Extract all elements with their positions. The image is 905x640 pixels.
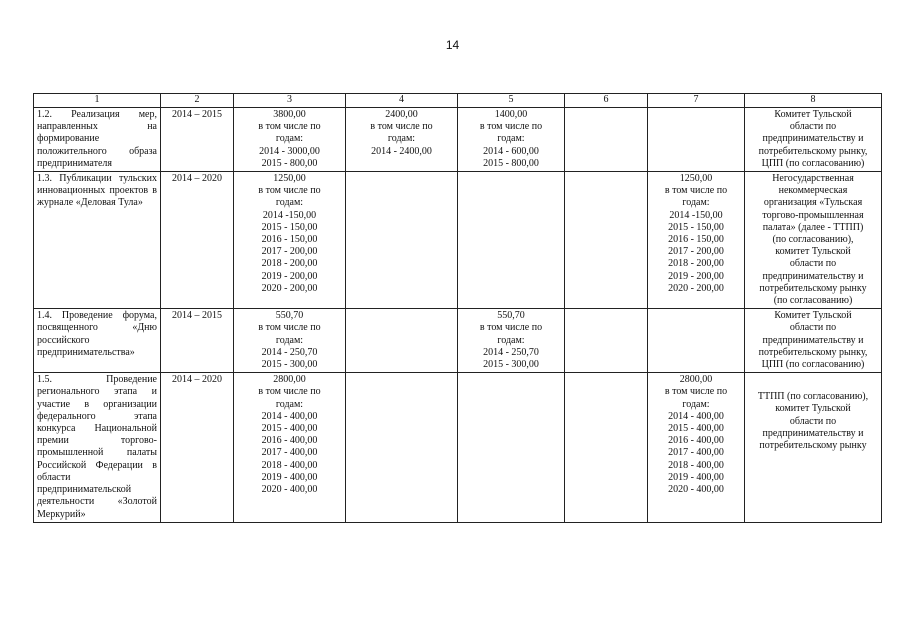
measure-name: 1.5. Проведение регионального этапа и участие в организации федерального этапа конкурса Национальной премии торгово-промышленной палаты Российской Федерации в области предпринимательской деятельности «Золотой Меркурий»	[34, 373, 161, 522]
funding-cell	[648, 309, 745, 373]
table-row	[34, 172, 882, 309]
table-row	[34, 373, 882, 522]
period-cell: 2014 – 2020	[161, 373, 234, 522]
responsible-cell: ТТПП (по согласованию), комитет Тульской области по предпринимательству и потребительскому рынку	[745, 373, 882, 522]
funding-cell: 1400,00 в том числе по годам: 2014 - 600,00 2015 - 800,00	[458, 108, 565, 172]
funding-cell	[458, 373, 565, 522]
measure-name: 1.3. Публикации тульских инновационных проектов в журнале «Деловая Тула»	[34, 172, 161, 309]
period-cell: 2014 – 2015	[161, 309, 234, 373]
period-cell: 2014 – 2020	[161, 172, 234, 309]
funding-cell	[346, 309, 458, 373]
column-header: 8	[745, 94, 882, 108]
measure-name: 1.4. Проведение форума, посвященного «Дню российского предпринимательства»	[34, 309, 161, 373]
funding-cell	[565, 309, 648, 373]
funding-cell	[565, 373, 648, 522]
funding-cell: 2800,00 в том числе по годам: 2014 - 400,00 2015 - 400,00 2016 - 400,00 2017 - 400,00 2018 - 400,00 2019 - 400,00 2020 - 400,00	[648, 373, 745, 522]
period-cell: 2014 – 2015	[161, 108, 234, 172]
funding-cell	[648, 108, 745, 172]
funding-cell: 550,70 в том числе по годам: 2014 - 250,70 2015 - 300,00	[458, 309, 565, 373]
program-table	[33, 93, 882, 523]
column-header: 5	[458, 94, 565, 108]
funding-cell	[346, 172, 458, 309]
funding-cell	[458, 172, 565, 309]
column-header: 7	[648, 94, 745, 108]
funding-total-cell: 2800,00 в том числе по годам: 2014 - 400,00 2015 - 400,00 2016 - 400,00 2017 - 400,00 2018 - 400,00 2019 - 400,00 2020 - 400,00	[234, 373, 346, 522]
column-header: 4	[346, 94, 458, 108]
table-row	[34, 309, 882, 373]
responsible-cell: Комитет Тульской области по предпринимательству и потребительскому рынку, ЦПП (по согласованию)	[745, 309, 882, 373]
responsible-cell: Комитет Тульской области по предпринимательству и потребительскому рынку, ЦПП (по согласованию)	[745, 108, 882, 172]
funding-total-cell: 550,70 в том числе по годам: 2014 - 250,70 2015 - 300,00	[234, 309, 346, 373]
funding-cell	[565, 172, 648, 309]
page-number: 14	[445, 38, 460, 52]
funding-cell: 2400,00 в том числе по годам: 2014 - 2400,00	[346, 108, 458, 172]
funding-cell: 1250,00 в том числе по годам: 2014 -150,00 2015 - 150,00 2016 - 150,00 2017 - 200,00 2018 - 200,00 2019 - 200,00 2020 - 200,00	[648, 172, 745, 309]
header-row	[34, 94, 882, 108]
funding-cell	[565, 108, 648, 172]
funding-cell	[346, 373, 458, 522]
funding-total-cell: 3800,00 в том числе по годам: 2014 - 3000,00 2015 - 800,00	[234, 108, 346, 172]
column-header: 1	[34, 94, 161, 108]
table-row	[34, 108, 882, 172]
measure-name: 1.2. Реализация мер, направленных на формирование положительного образа предпринимателя	[34, 108, 161, 172]
column-header: 2	[161, 94, 234, 108]
responsible-cell: Негосударственная некоммерческая организация «Тульская торгово-промышленная палата» (далее - ТТПП) (по согласованию), комитет Тульской области по предпринимательству и потребительскому рынку (по согласованию)	[745, 172, 882, 309]
column-header: 6	[565, 94, 648, 108]
funding-total-cell: 1250,00 в том числе по годам: 2014 -150,00 2015 - 150,00 2016 - 150,00 2017 - 200,00 2018 - 200,00 2019 - 200,00 2020 - 200,00	[234, 172, 346, 309]
column-header: 3	[234, 94, 346, 108]
